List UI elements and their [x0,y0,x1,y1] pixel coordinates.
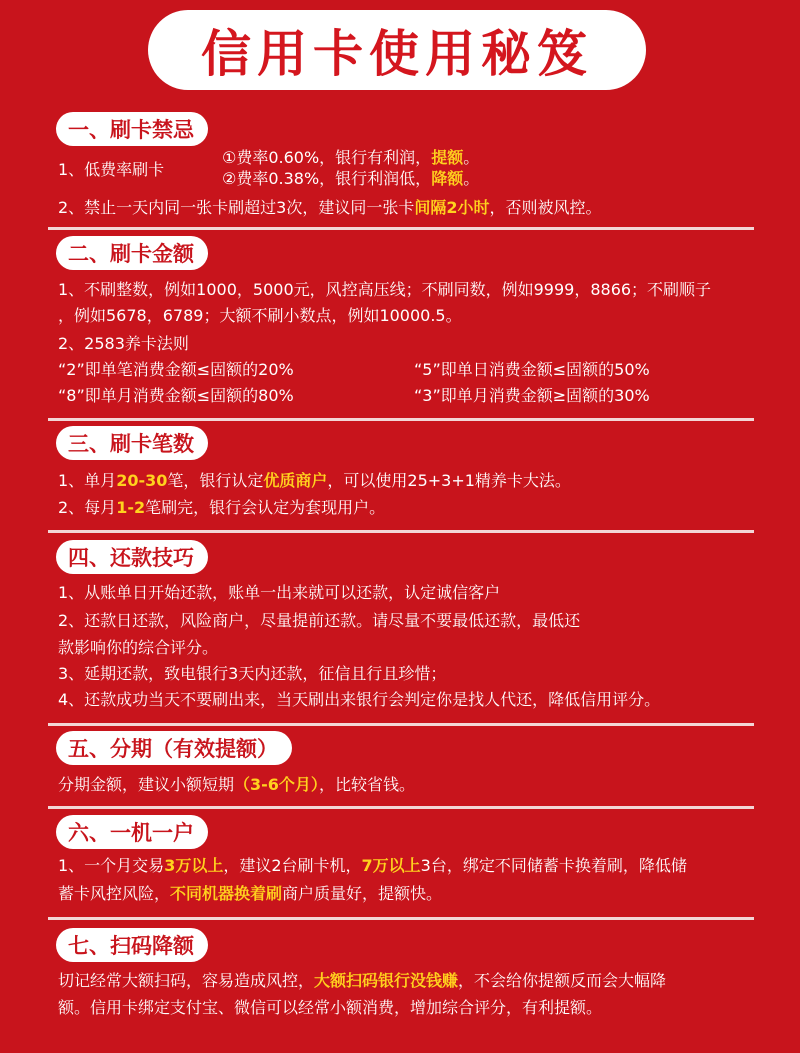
section-6-line-2: 蓄卡风控风险，不同机器换着刷商户质量好，提额快。 [58,884,443,903]
section-divider [48,227,754,230]
section-7-line-1: 切记经常大额扫码，容易造成风控，大额扫码银行没钱赚，不会给你提额反而会大幅降 [58,971,667,990]
section-1-heading: 一、刷卡禁忌 [56,112,208,146]
section-divider [48,418,754,421]
section-4-heading: 四、还款技巧 [56,540,208,574]
section-4-line-2: 2、还款日还款，风险商户，尽量提前还款。请尽量不要最低还款，最低还 [58,611,581,630]
section-divider [48,530,754,533]
section-3-line-2: 2、每月1-2笔刷完，银行会认定为套现用户。 [58,498,386,517]
section-divider [48,917,754,920]
section-7-line-2: 额。信用卡绑定支付宝、微信可以经常小额消费，增加综合评分，有利提额。 [58,998,603,1017]
section-3-line-1: 1、单月20-30笔，银行认定优质商户，可以使用25+3+1精养卡大法。 [58,471,571,490]
section-divider [48,723,754,726]
section-4-line-1: 1、从账单日开始还款，账单一出来就可以还款，认定诚信客户 [58,583,501,602]
section-6-line-1: 1、一个月交易3万以上，建议2台刷卡机，7万以上3台，绑定不同储蓄卡换着刷，降低储 [58,856,687,875]
section-3-heading: 三、刷卡笔数 [56,426,208,460]
section-5-heading: 五、分期（有效提额） [56,731,292,765]
section-5-line-1: 分期金额，建议小额短期（3-6个月），比较省钱。 [58,775,415,794]
section-2-line-2: ，例如5678，6789；大额不刷小数点，例如10000.5。 [58,306,462,325]
section-4-line-3: 款影响你的综合评分。 [58,638,219,657]
section-2-line-3: 2、2583养卡法则 [58,334,189,353]
title-banner [148,10,646,90]
section-2-line-1: 1、不刷整数，例如1000，5000元，风控高压线；不刷同数，例如9999，8866；不刷顺子 [58,280,712,299]
section-1-item-2: 2、禁止一天内同一张卡刷超过3次，建议同一张卡间隔2小时，否则被风控。 [58,198,602,217]
section-2-rule-5: “5”即单日消费金额≤固额的50% [414,360,650,379]
section-1-option-1: ①费率0.60%，银行有利润，提额。 [222,148,480,167]
section-2-rule-3: “3”即单月消费金额≥固额的30% [414,386,650,405]
section-1-option-2: ②费率0.38%，银行利润低，降额。 [222,169,480,188]
section-2-rule-2: “2”即单笔消费金额≤固额的20% [58,360,294,379]
section-4-line-5: 4、还款成功当天不要刷出来，当天刷出来银行会判定你是找人代还，降低信用评分。 [58,690,661,709]
section-divider [48,806,754,809]
section-2-rule-8: “8”即单月消费金额≤固额的80% [58,386,294,405]
section-2-heading: 二、刷卡金额 [56,236,208,270]
section-1-item-1-label: 1、低费率刷卡 [58,160,165,179]
section-4-line-4: 3、延期还款，致电银行3天内还款，征信且行且珍惜； [58,664,447,683]
section-6-heading: 六、一机一户 [56,815,208,849]
page-title: 信用卡使用秘笈 [201,25,593,83]
section-7-heading: 七、扫码降额 [56,928,208,962]
